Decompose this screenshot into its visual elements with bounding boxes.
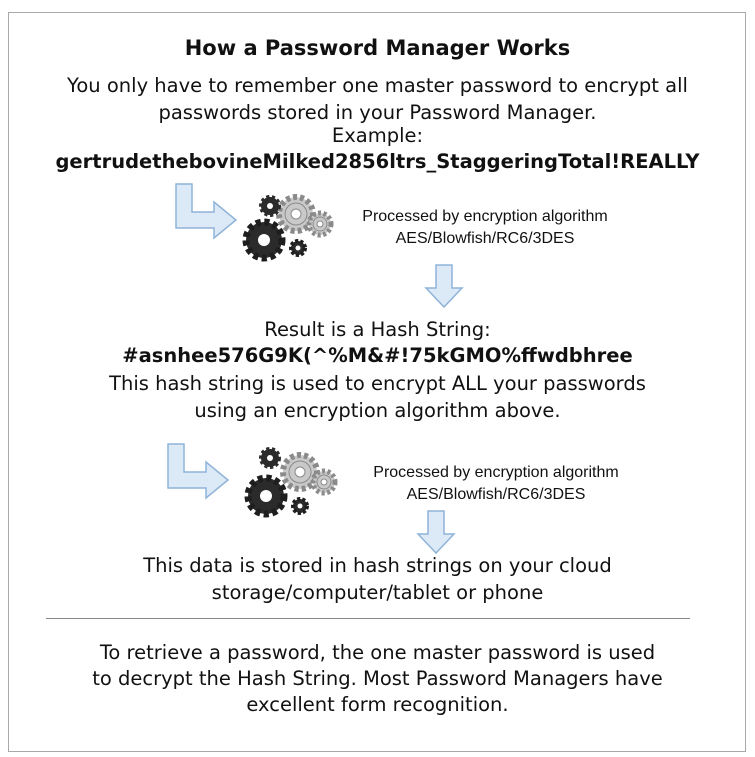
- page-title: How a Password Manager Works: [184, 36, 571, 60]
- process-step-1-line-1: Processed by encryption algorithm: [362, 208, 608, 225]
- down-arrow-icon: [416, 510, 456, 554]
- storage-line-1: This data is stored in hash strings on your cloud: [143, 554, 612, 577]
- hash-description-line-2: using an encryption algorithm above.: [194, 399, 561, 422]
- hash-description-line-1: This hash string is used to encrypt ALL your passwords: [109, 372, 646, 395]
- intro-text: [0, 72, 755, 126]
- intro-line-1: You only have to remember one master password to encrypt all: [67, 74, 688, 97]
- process-step-2-line-1: Processed by encryption algorithm: [373, 464, 619, 481]
- process-step-2-line-2: AES/Blowfish/RC6/3DES: [406, 486, 586, 503]
- process-step-2: [348, 462, 644, 506]
- hash-description: [0, 370, 755, 424]
- footer-line-3: excellent form recognition.: [246, 693, 509, 716]
- result-label: Result is a Hash String:: [264, 318, 491, 341]
- elbow-arrow-icon: [172, 186, 242, 242]
- footer-text: [0, 640, 755, 718]
- process-step-1: [340, 206, 630, 250]
- process-step-1-line-2: AES/Blowfish/RC6/3DES: [395, 230, 575, 247]
- storage-text: [0, 552, 755, 606]
- footer-line-1: To retrieve a password, the one master password is used: [99, 641, 656, 664]
- elbow-arrow-icon: [164, 446, 234, 502]
- storage-line-2: storage/computer/tablet or phone: [211, 581, 544, 604]
- gears-icon: [244, 446, 344, 524]
- down-arrow-icon: [424, 264, 464, 308]
- intro-line-2: passwords stored in your Password Manager.: [158, 101, 597, 124]
- gears-icon: [240, 190, 340, 268]
- example-label: Example:: [331, 124, 424, 147]
- hash-string: #asnhee576G9K(^%M&#!75kGMO%ffwdbhree: [122, 344, 633, 367]
- master-password-example: gertrudethebovineMilked2856ltrs_StaggeringTotal!REALLY: [55, 150, 700, 173]
- footer-line-2: to decrypt the Hash String. Most Password Managers have: [92, 667, 663, 690]
- divider: [46, 618, 690, 619]
